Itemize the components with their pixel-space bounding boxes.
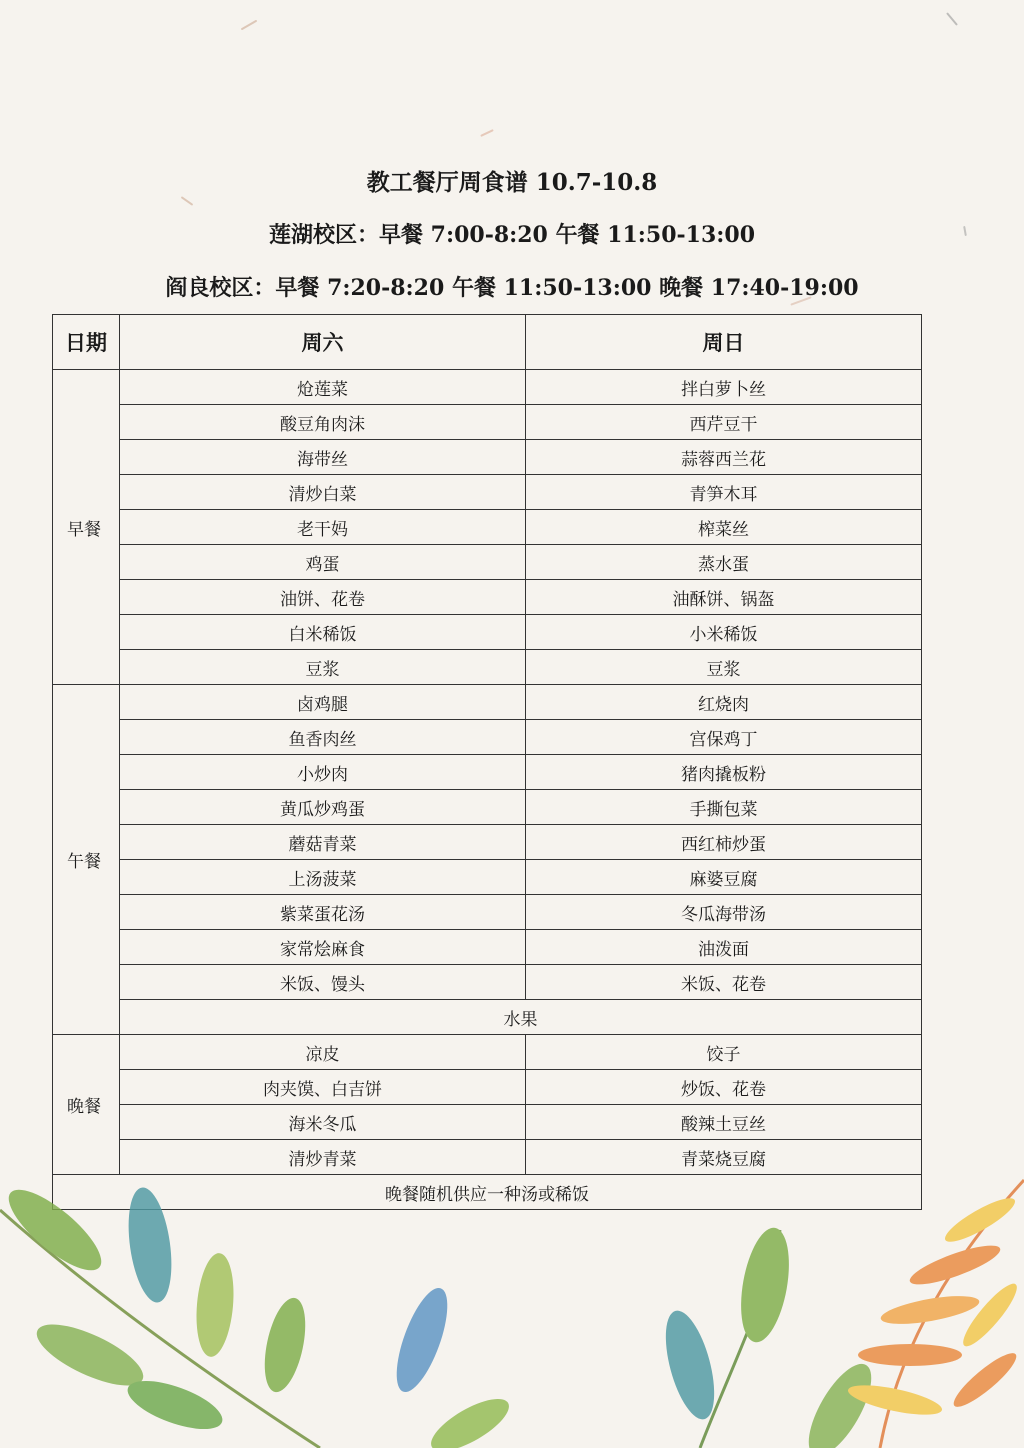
leaf-shape (879, 1290, 981, 1329)
menu-cell: 黄瓜炒鸡蛋 (120, 790, 526, 825)
menu-cell: 西红柿炒蛋 (526, 825, 922, 860)
table-row (53, 755, 922, 790)
menu-cell: 炝莲菜 (120, 370, 526, 405)
table-row (53, 1140, 922, 1175)
menu-cell: 米饭、馒头 (120, 965, 526, 1000)
table-row (53, 405, 922, 440)
leaf-shape (948, 1347, 1022, 1414)
table-row (53, 440, 922, 475)
menu-cell: 油饼、花卷 (120, 580, 526, 615)
menu-cell: 小米稀饭 (526, 615, 922, 650)
menu-cell: 小炒肉 (120, 755, 526, 790)
menu-cell: 宫保鸡丁 (526, 720, 922, 755)
menu-cell: 海米冬瓜 (120, 1105, 526, 1140)
menu-cell: 老干妈 (120, 510, 526, 545)
table-row (53, 825, 922, 860)
menu-cell: 蘑菇青菜 (120, 825, 526, 860)
leaf-shape (906, 1238, 1004, 1292)
menu-cell: 红烧肉 (526, 685, 922, 720)
leaf-shape (733, 1224, 796, 1346)
lunch-label: 午餐 (53, 685, 120, 1035)
table-row (53, 580, 922, 615)
leaf-shape (29, 1312, 151, 1397)
weekly-menu-table (52, 314, 922, 1210)
left-leaf-branch (0, 1177, 516, 1448)
paper-fiber (480, 129, 494, 137)
page-title: 教工餐厅周食谱 10.7-10.8 (366, 169, 658, 196)
breakfast-label: 早餐 (53, 370, 120, 685)
table-row (53, 1000, 922, 1035)
lianhu-campus-hours: 莲湖校区：早餐 7:00-8:20 午餐 11:50-13:00 (268, 222, 756, 248)
right-leaf-branch (656, 1180, 1024, 1448)
date-column-header: 日期 (53, 315, 120, 370)
dinner-label: 晚餐 (53, 1035, 120, 1175)
leaf-shape (940, 1191, 1019, 1248)
leaf-shape (957, 1278, 1024, 1352)
menu-cell: 鱼香肉丝 (120, 720, 526, 755)
paper-fiber (241, 20, 258, 31)
menu-cell: 油酥饼、锅盔 (526, 580, 922, 615)
menu-cell: 青菜烧豆腐 (526, 1140, 922, 1175)
menu-cell: 蒜蓉西兰花 (526, 440, 922, 475)
menu-cell: 紫菜蛋花汤 (120, 895, 526, 930)
table-row (53, 370, 922, 405)
menu-cell: 清炒白菜 (120, 475, 526, 510)
menu-cell: 油泼面 (526, 930, 922, 965)
leaf-shape (424, 1389, 516, 1448)
menu-cell: 豆浆 (120, 650, 526, 685)
menu-cell: 白米稀饭 (120, 615, 526, 650)
menu-cell: 凉皮 (120, 1035, 526, 1070)
table-row (53, 965, 922, 1000)
menu-cell: 上汤菠菜 (120, 860, 526, 895)
menu-cell: 酸豆角肉沫 (120, 405, 526, 440)
leaf-shape (656, 1306, 724, 1425)
table-row (53, 510, 922, 545)
menu-cell: 家常烩麻食 (120, 930, 526, 965)
table-row (53, 1105, 922, 1140)
dinner-note-cell: 晚餐随机供应一种汤或稀饭 (53, 1175, 922, 1210)
menu-cell: 清炒青菜 (120, 1140, 526, 1175)
menu-cell: 炒饭、花卷 (526, 1070, 922, 1105)
table-row (53, 895, 922, 930)
table-row (53, 615, 922, 650)
leaf-shape (858, 1344, 962, 1366)
table-row (53, 1035, 922, 1070)
leaf-shape (257, 1294, 312, 1395)
menu-cell: 青笋木耳 (526, 475, 922, 510)
leaf-shape (193, 1252, 238, 1359)
menu-cell: 榨菜丝 (526, 510, 922, 545)
menu-cell: 西芹豆干 (526, 405, 922, 440)
table-row (53, 1175, 922, 1210)
fruit-cell: 水果 (120, 1000, 922, 1035)
menu-cell: 手撕包菜 (526, 790, 922, 825)
table-row (53, 650, 922, 685)
table-row (53, 475, 922, 510)
menu-cell: 鸡蛋 (120, 545, 526, 580)
table-row (53, 545, 922, 580)
paper-fiber (946, 12, 958, 26)
sunday-column-header: 周日 (526, 315, 922, 370)
saturday-column-header: 周六 (120, 315, 526, 370)
leaf-shape (386, 1282, 457, 1398)
menu-cell: 米饭、花卷 (526, 965, 922, 1000)
menu-cell: 海带丝 (120, 440, 526, 475)
menu-cell: 饺子 (526, 1035, 922, 1070)
menu-cell: 麻婆豆腐 (526, 860, 922, 895)
yanliang-campus-hours: 阎良校区：早餐 7:20-8:20 午餐 11:50-13:00 晚餐 17:40-19:00 (165, 275, 859, 301)
table-row (53, 685, 922, 720)
menu-cell: 蒸水蛋 (526, 545, 922, 580)
menu-cell: 豆浆 (526, 650, 922, 685)
menu-cell: 冬瓜海带汤 (526, 895, 922, 930)
leaf-shape (846, 1379, 944, 1420)
table-row (53, 790, 922, 825)
table-row (53, 1070, 922, 1105)
table-row (53, 860, 922, 895)
table-header-row (53, 315, 922, 370)
menu-cell: 肉夹馍、白吉饼 (120, 1070, 526, 1105)
table-row (53, 720, 922, 755)
menu-cell: 酸辣土豆丝 (526, 1105, 922, 1140)
watercolor-leaves-decoration (0, 1170, 1024, 1448)
menu-cell: 卤鸡腿 (120, 685, 526, 720)
table-row (53, 930, 922, 965)
leaf-shape (122, 1371, 228, 1439)
paper-fiber (181, 196, 194, 206)
menu-cell: 猪肉撬板粉 (526, 755, 922, 790)
menu-cell: 拌白萝卜丝 (526, 370, 922, 405)
leaf-shape (797, 1355, 884, 1448)
